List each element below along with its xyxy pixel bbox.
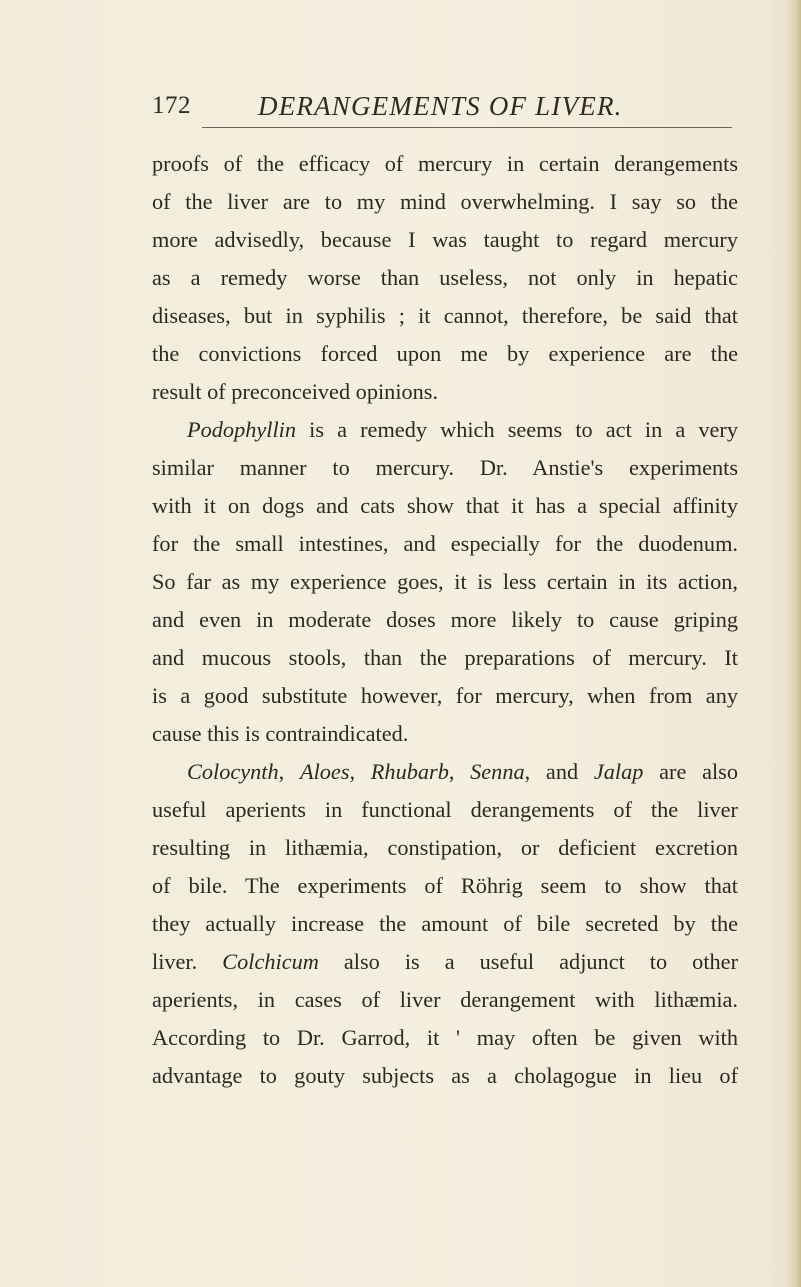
text-line: as a remedy worse than useless, not only in hepatic (152, 265, 738, 290)
text-line: and mucous stools, than the preparations of mercury. It (152, 645, 738, 670)
text-line: similar manner to mercury. Dr. Anstie's experiments (152, 455, 738, 480)
text-line: and even in moderate doses more likely to cause griping (152, 607, 738, 632)
text-line: proofs of the efficacy of mercury in certain derangements (152, 151, 738, 176)
text-line-remedies (152, 753, 738, 791)
text-line: useful aperients in functional derangements of the liver (152, 797, 738, 822)
text-line-colchicum (152, 943, 738, 981)
line-part: also is a useful adjunct to other (318, 949, 738, 974)
header-rule (202, 127, 732, 128)
line-rest: is a remedy which seems to act in a very (296, 417, 738, 442)
text-line: result of preconceived opinions. (152, 379, 439, 404)
text-line: aperients, in cases of liver derangement with lithæmia. (152, 987, 738, 1012)
text-line: resulting in lithæmia, constipation, or deficient excretion (152, 835, 738, 860)
line-part: are also (643, 759, 738, 784)
line-part: liver. (152, 949, 223, 974)
page-edge-shadow (787, 0, 801, 1287)
text-line: So far as my experience goes, it is less certain in its action, (152, 569, 738, 594)
text-line: cause this is contraindicated. (152, 721, 409, 746)
line-part: , and (524, 759, 594, 784)
italic-term: Podophyllin (187, 417, 296, 442)
text-line: more advisedly, because I was taught to regard mercury (152, 227, 738, 252)
running-head: DERANGEMENTS OF LIVER. (258, 91, 623, 121)
body-text (152, 145, 738, 1095)
text-line: According to Dr. Garrod, it ' may often be given with (152, 1025, 738, 1050)
text-line: they actually increase the amount of bile secreted by the (152, 911, 738, 936)
italic-term: Jalap (593, 759, 644, 784)
italic-term: Rhubarb (370, 759, 449, 784)
text-line-podophyllin (152, 411, 738, 449)
text-line: of bile. The experiments of Röhrig seem to show that (152, 873, 738, 898)
text-line: for the small intestines, and especially for the duodenum. (152, 531, 738, 556)
line-part: , (278, 759, 300, 784)
italic-term: Senna (470, 759, 525, 784)
italic-term: Aloes (299, 759, 350, 784)
text-line: is a good substitute however, for mercury, when from any (152, 683, 738, 708)
line-part: , (349, 759, 371, 784)
page-number: 172 (152, 92, 191, 119)
text-line: of the liver are to my mind overwhelming. I say so the (152, 189, 738, 214)
italic-term: Colchicum (222, 949, 319, 974)
text-line: the convictions forced upon me by experience are the (152, 341, 738, 366)
line-part: , (448, 759, 471, 784)
page-header (152, 92, 752, 132)
text-line: diseases, but in syphilis ; it cannot, therefore, be said that (152, 303, 738, 328)
text-line: advantage to gouty subjects as a cholagogue in lieu of (152, 1063, 738, 1088)
text-line: with it on dogs and cats show that it has a special affinity (152, 493, 738, 518)
italic-term: Colocynth (187, 759, 279, 784)
